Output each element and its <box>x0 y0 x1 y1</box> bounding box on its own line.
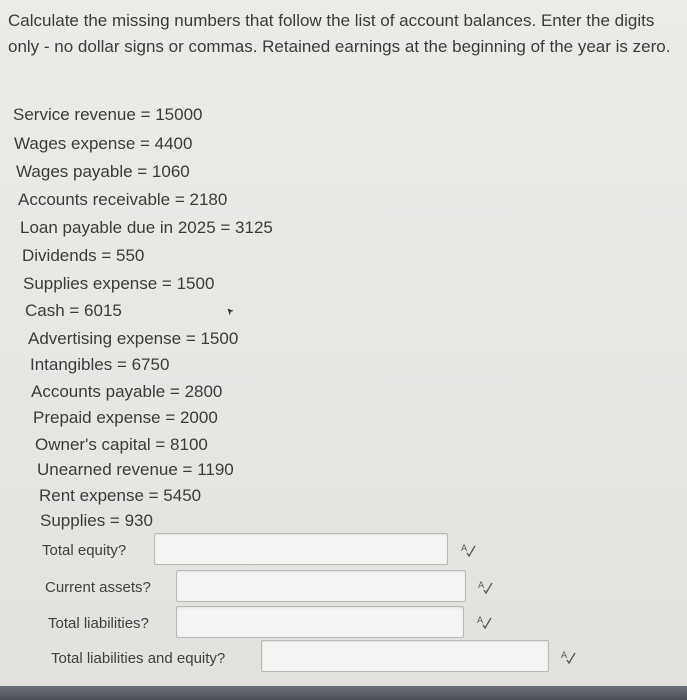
spellcheck-icon[interactable] <box>478 579 494 595</box>
svg-text:A: A <box>461 544 468 554</box>
mouse-pointer-icon <box>225 306 237 320</box>
answer-label: Current assets? <box>45 579 151 596</box>
svg-text:A: A <box>477 616 484 626</box>
spellcheck-icon[interactable] <box>461 542 477 558</box>
current-assets-input[interactable] <box>176 570 466 602</box>
answer-row-total-liabilities <box>0 603 687 643</box>
svg-text:A: A <box>478 581 485 591</box>
balance-item: Service revenue = 15000 <box>13 105 203 124</box>
spellcheck-icon[interactable] <box>561 649 577 665</box>
screen-bottom-edge <box>0 686 687 700</box>
answer-row-total-liabilities-equity <box>0 638 687 678</box>
balance-item: Wages expense = 4400 <box>14 134 193 153</box>
balance-item: Cash = 6015 <box>25 301 122 320</box>
spellcheck-icon[interactable] <box>477 614 493 630</box>
balance-item: Rent expense = 5450 <box>39 486 202 505</box>
answer-row-total-equity <box>0 530 687 570</box>
balance-item: Owner's capital = 8100 <box>35 435 208 454</box>
balance-item: Accounts payable = 2800 <box>31 382 223 401</box>
balance-item: Supplies expense = 1500 <box>23 274 215 293</box>
total-liabilities-equity-input[interactable] <box>261 640 549 672</box>
balance-item: Unearned revenue = 1190 <box>37 460 234 479</box>
balance-item: Wages payable = 1060 <box>16 162 190 181</box>
balance-item: Advertising expense = 1500 <box>28 329 239 348</box>
balance-item: Dividends = 550 <box>22 246 145 265</box>
question-text: Calculate the missing numbers that follow the list of account balances. Enter the digits only - no dollar signs or commas. Retained earnings at the beginning of the year is zero. <box>8 11 671 56</box>
balance-item: Loan payable due in 2025 = 3125 <box>20 218 273 237</box>
balance-item: Supplies = 930 <box>40 511 153 530</box>
answer-row-current-assets <box>0 567 687 607</box>
answer-label: Total equity? <box>42 542 127 559</box>
total-equity-input[interactable] <box>154 533 448 565</box>
answer-label: Total liabilities and equity? <box>51 650 226 667</box>
svg-text:A: A <box>561 651 568 661</box>
total-liabilities-input[interactable] <box>176 606 464 638</box>
balance-item: Intangibles = 6750 <box>30 355 170 374</box>
balance-item: Accounts receivable = 2180 <box>18 190 228 209</box>
answer-label: Total liabilities? <box>48 615 149 632</box>
balance-item: Prepaid expense = 2000 <box>33 408 218 427</box>
